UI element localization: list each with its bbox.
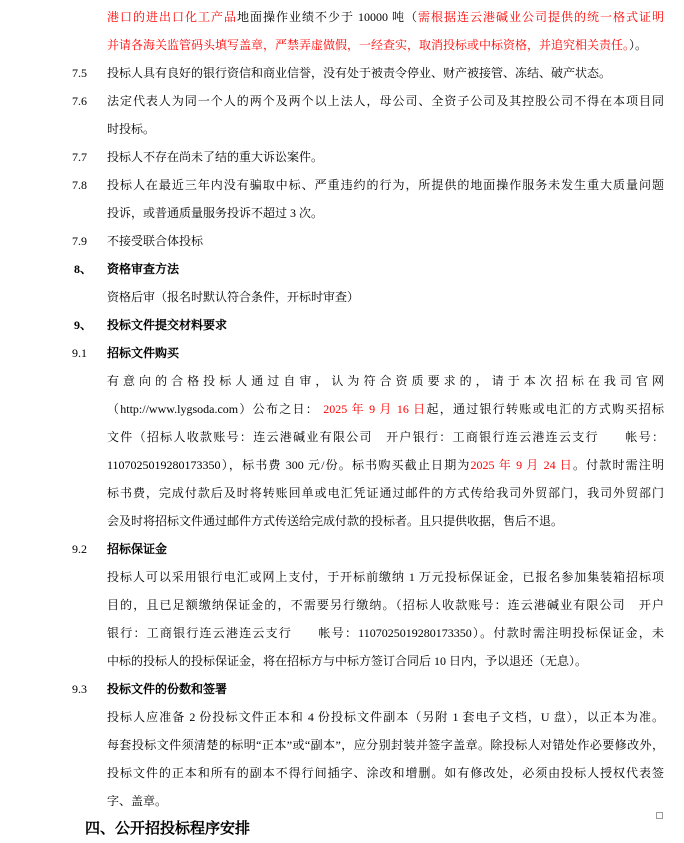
document-line bbox=[0, 731, 684, 759]
text-segment: 目的，且已足额缴纳保证金的，不需要另行缴纳。（招标人收款账号：连云港碱业有限公司 开户 bbox=[107, 598, 664, 612]
document-line bbox=[0, 507, 684, 535]
text-segment: 文件（招标人收款账号：连云港碱业有限公司 开户银行：工商银行连云港连云支行 帐号： bbox=[107, 430, 664, 444]
clause-number: 9.2 bbox=[72, 542, 87, 556]
document-line bbox=[0, 199, 684, 227]
text-segment: 地面操作业绩不少于 10000 吨（ bbox=[237, 10, 418, 24]
text-segment: 招标保证金 bbox=[107, 542, 168, 556]
clause-text bbox=[107, 479, 664, 507]
document-line bbox=[0, 395, 684, 423]
clause-text bbox=[107, 59, 664, 87]
text-segment: 起，通过银行转账或电汇的方式购买招标 bbox=[426, 402, 664, 416]
highlighted-text: 需根据连云港碱业公司提供的统一格式证明 bbox=[418, 10, 664, 24]
text-segment: 会及时将招标文件通过邮件方式传送给完成付款的投标者。且只提供收据，售后不退。 bbox=[107, 514, 564, 528]
clause-text bbox=[107, 367, 664, 395]
text-segment: 中标的投标人的投标保证金，将在招标方与中标方签订合同后 10 日内，予以退还（无息）。 bbox=[107, 654, 588, 668]
clause-number: 8、 bbox=[74, 262, 93, 276]
highlighted-text: 2025 年 9 月 16 日 bbox=[323, 402, 427, 416]
clause-number: 9.1 bbox=[72, 346, 87, 360]
document-line bbox=[0, 675, 684, 703]
text-segment: 法定代表人为同一个人的两个及两个以上法人，母公司、全资子公司及其控股公司不得在本项目同 bbox=[107, 94, 664, 108]
text-segment: 投标文件的正本和所有的副本不得行间插字、涂改和增删。如有修改处，必须由投标人授权代表签 bbox=[107, 766, 664, 780]
text-segment: 每套投标文件须清楚的标明“正本”或“副本”，应分别封装并签字盖章。除投标人对错处作必要修改外， bbox=[107, 738, 664, 752]
text-segment: 银行：工商银行连云港连云支行 帐号：1107025019280173350）。付款时需注明投标保证金，未 bbox=[107, 626, 664, 640]
clause-text bbox=[107, 507, 664, 535]
text-segment: 招标文件购买 bbox=[107, 346, 180, 360]
document-line bbox=[0, 31, 684, 59]
clause-text bbox=[107, 787, 664, 815]
text-segment: 1107025019280173350），标书费 300 元/份。标书购买截止日期为 bbox=[107, 458, 471, 472]
highlighted-text: 港口的进出口化工产品 bbox=[107, 10, 237, 24]
clause-text bbox=[107, 115, 664, 143]
document-line bbox=[0, 255, 684, 283]
text-segment: 标书费，完成付款后及时将转账回单或电汇凭证通过邮件的方式传给我司外贸部门，我司外贸部门 bbox=[107, 486, 664, 500]
clause-text bbox=[107, 423, 664, 451]
document-line bbox=[0, 87, 684, 115]
text-segment: 有意向的合格投标人通过自审，认为符合资质要求的，请于本次招标在我司官网 bbox=[107, 374, 664, 388]
text-segment: 投标人可以采用银行电汇或网上支付，于开标前缴纳 1 万元投标保证金，已报名参加集装箱招标项 bbox=[107, 570, 664, 584]
clause-text bbox=[107, 255, 664, 283]
clause-text bbox=[107, 647, 664, 675]
clause-number: 7.8 bbox=[72, 178, 87, 192]
text-segment: 投标人应准备 2 份投标文件正本和 4 份投标文件副本（另附 1 套电子文档，U 盘），以正本为准。 bbox=[107, 710, 664, 724]
clause-text bbox=[107, 31, 664, 59]
document-line bbox=[0, 647, 684, 675]
text-segment: 资格后审（报名时默认符合条件，开标时审查） bbox=[107, 290, 360, 304]
document-line bbox=[0, 591, 684, 619]
text-segment: 。付款时需注明 bbox=[572, 458, 664, 472]
document-line bbox=[0, 311, 684, 339]
document-line bbox=[0, 759, 684, 787]
clause-text bbox=[107, 87, 664, 115]
clause-number: 7.9 bbox=[72, 234, 87, 248]
clause-text bbox=[107, 451, 664, 479]
clause-number: 7.5 bbox=[72, 66, 87, 80]
text-segment: 不接受联合体投标 bbox=[107, 234, 204, 248]
document-line bbox=[0, 423, 684, 451]
clause-text bbox=[107, 535, 664, 563]
document-line bbox=[0, 339, 684, 367]
highlighted-text: 并请各海关监管码头填写盖章，严禁弄虚做假，一经查实，取消投标或中标资格，并追究相关责任。 bbox=[107, 38, 630, 52]
paragraph-mark-icon bbox=[656, 812, 663, 819]
clause-text bbox=[107, 703, 664, 731]
document-line bbox=[0, 703, 684, 731]
document-line bbox=[0, 59, 684, 87]
clause-text bbox=[107, 591, 664, 619]
clause-text bbox=[107, 563, 664, 591]
text-segment: 时投标。 bbox=[107, 122, 156, 136]
clause-number: 7.6 bbox=[72, 94, 87, 108]
clause-text bbox=[107, 339, 664, 367]
clause-text bbox=[107, 759, 664, 787]
clause-text bbox=[107, 731, 664, 759]
text-segment: 投标人具有良好的银行资信和商业信誉，没有处于被责令停业、财产被接管、冻结、破产状态。 bbox=[107, 66, 612, 80]
document-line bbox=[0, 563, 684, 591]
document-line bbox=[0, 367, 684, 395]
highlighted-text: 2025 年 9 月 24 日 bbox=[470, 458, 573, 472]
clause-text bbox=[107, 395, 664, 423]
document-line bbox=[0, 787, 684, 815]
text-segment: 字、盖章。 bbox=[107, 794, 168, 808]
clause-text bbox=[107, 227, 664, 255]
text-segment: 投标人不存在尚未了结的重大诉讼案件。 bbox=[107, 150, 324, 164]
text-segment: 资格审查方法 bbox=[107, 262, 180, 276]
document-line bbox=[0, 619, 684, 647]
clause-number: 7.7 bbox=[72, 150, 87, 164]
text-segment: ）。 bbox=[629, 38, 648, 52]
text-segment: 投标文件提交材料要求 bbox=[107, 318, 228, 332]
clause-text bbox=[107, 199, 664, 227]
document-line bbox=[0, 227, 684, 255]
clause-text bbox=[107, 171, 664, 199]
clause-text bbox=[107, 283, 664, 311]
text-segment: 投诉，或普通质量服务投诉不超过 3 次。 bbox=[107, 206, 324, 220]
section-heading: 四、公开招投标程序安排 bbox=[85, 821, 251, 837]
text-segment: （http://www.lygsoda.com）公布之日： bbox=[107, 402, 324, 416]
document-line bbox=[0, 3, 684, 31]
document-line bbox=[0, 115, 684, 143]
clause-text bbox=[107, 675, 664, 703]
clause-number: 9、 bbox=[74, 318, 93, 332]
document-line bbox=[0, 143, 684, 171]
document-line bbox=[0, 451, 684, 479]
document-line bbox=[0, 171, 684, 199]
clause-number: 9.3 bbox=[72, 682, 87, 696]
clause-text bbox=[107, 143, 664, 171]
text-segment: 投标人在最近三年内没有骗取中标、严重违约的行为，所提供的地面操作服务未发生重大质量问题 bbox=[107, 178, 664, 192]
clause-text bbox=[107, 619, 664, 647]
clause-text bbox=[107, 311, 664, 339]
clause-text bbox=[107, 3, 664, 31]
document-line bbox=[0, 283, 684, 311]
document-line bbox=[0, 535, 684, 563]
document-line bbox=[0, 479, 684, 507]
text-segment: 投标文件的份数和签署 bbox=[107, 682, 228, 696]
